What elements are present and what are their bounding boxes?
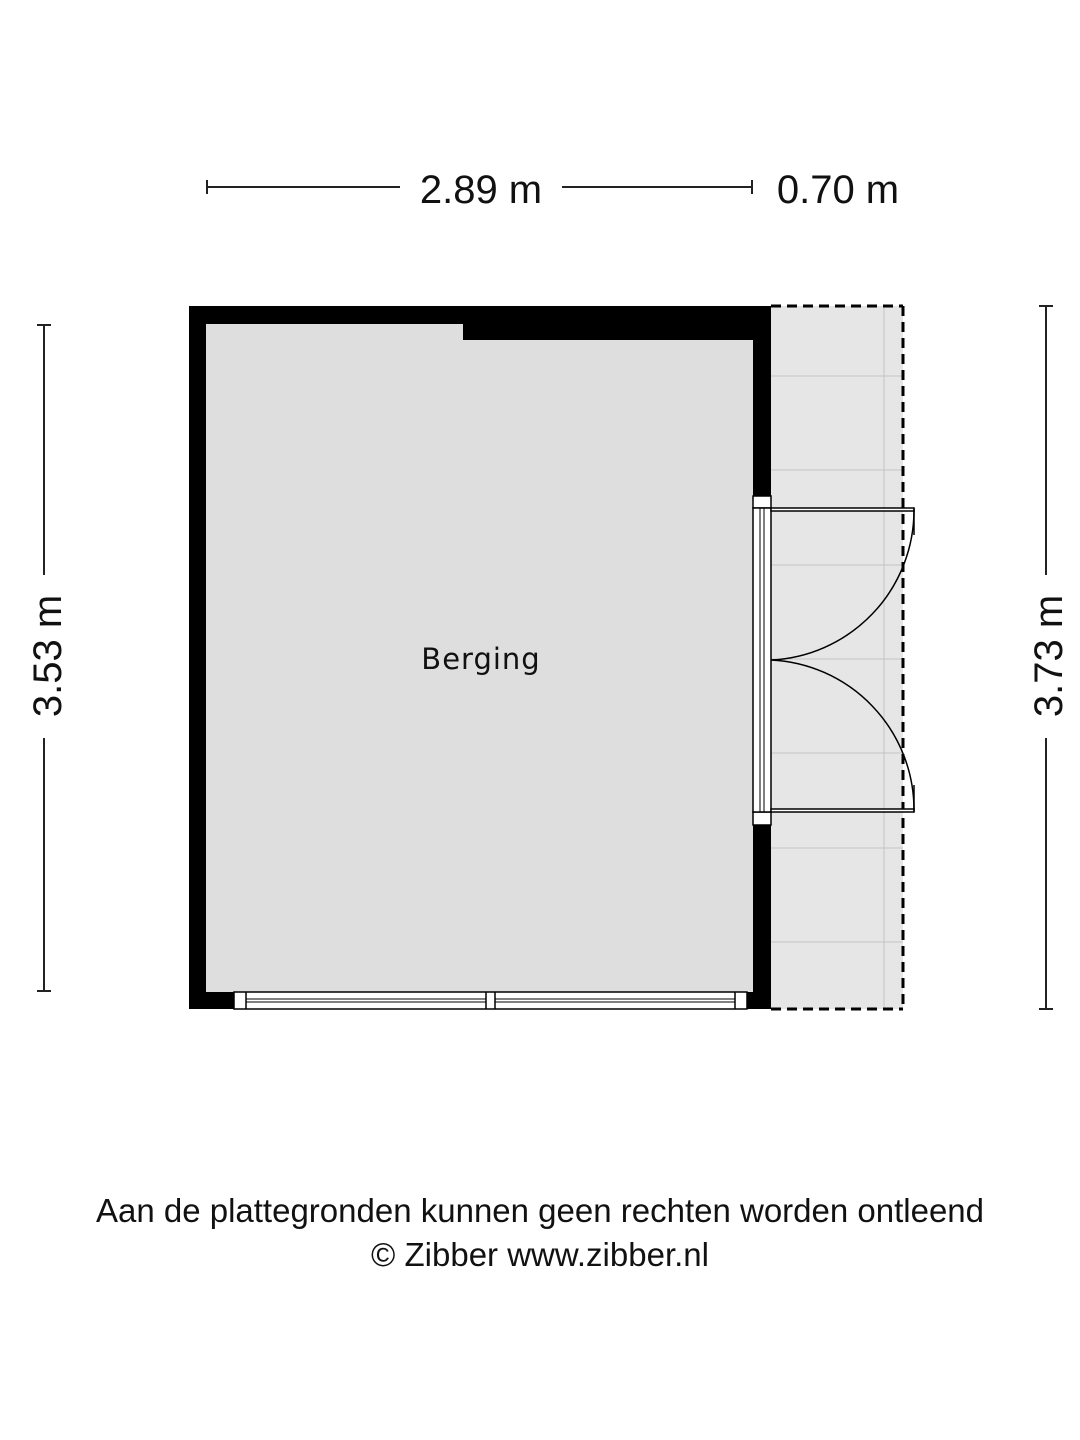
disclaimer-text: Aan de plattegronden kunnen geen rechten worden ontleend bbox=[95, 1192, 985, 1229]
copyright-text: © Zibber www.zibber.nl bbox=[371, 1236, 709, 1273]
top-main-dimension-label: 2.89 m bbox=[419, 168, 543, 212]
wall-shelf bbox=[463, 324, 753, 340]
left-dimension-label: 3.53 m bbox=[26, 594, 70, 718]
top-extension-dimension-label: 0.70 m bbox=[776, 168, 900, 212]
room-label-berging: Berging bbox=[421, 642, 541, 676]
top-dimension bbox=[207, 168, 899, 212]
left-dimension bbox=[26, 325, 70, 991]
right-dimension-label: 3.73 m bbox=[1027, 594, 1071, 718]
bottom-window bbox=[234, 992, 747, 1009]
right-dimension bbox=[1027, 306, 1071, 1009]
